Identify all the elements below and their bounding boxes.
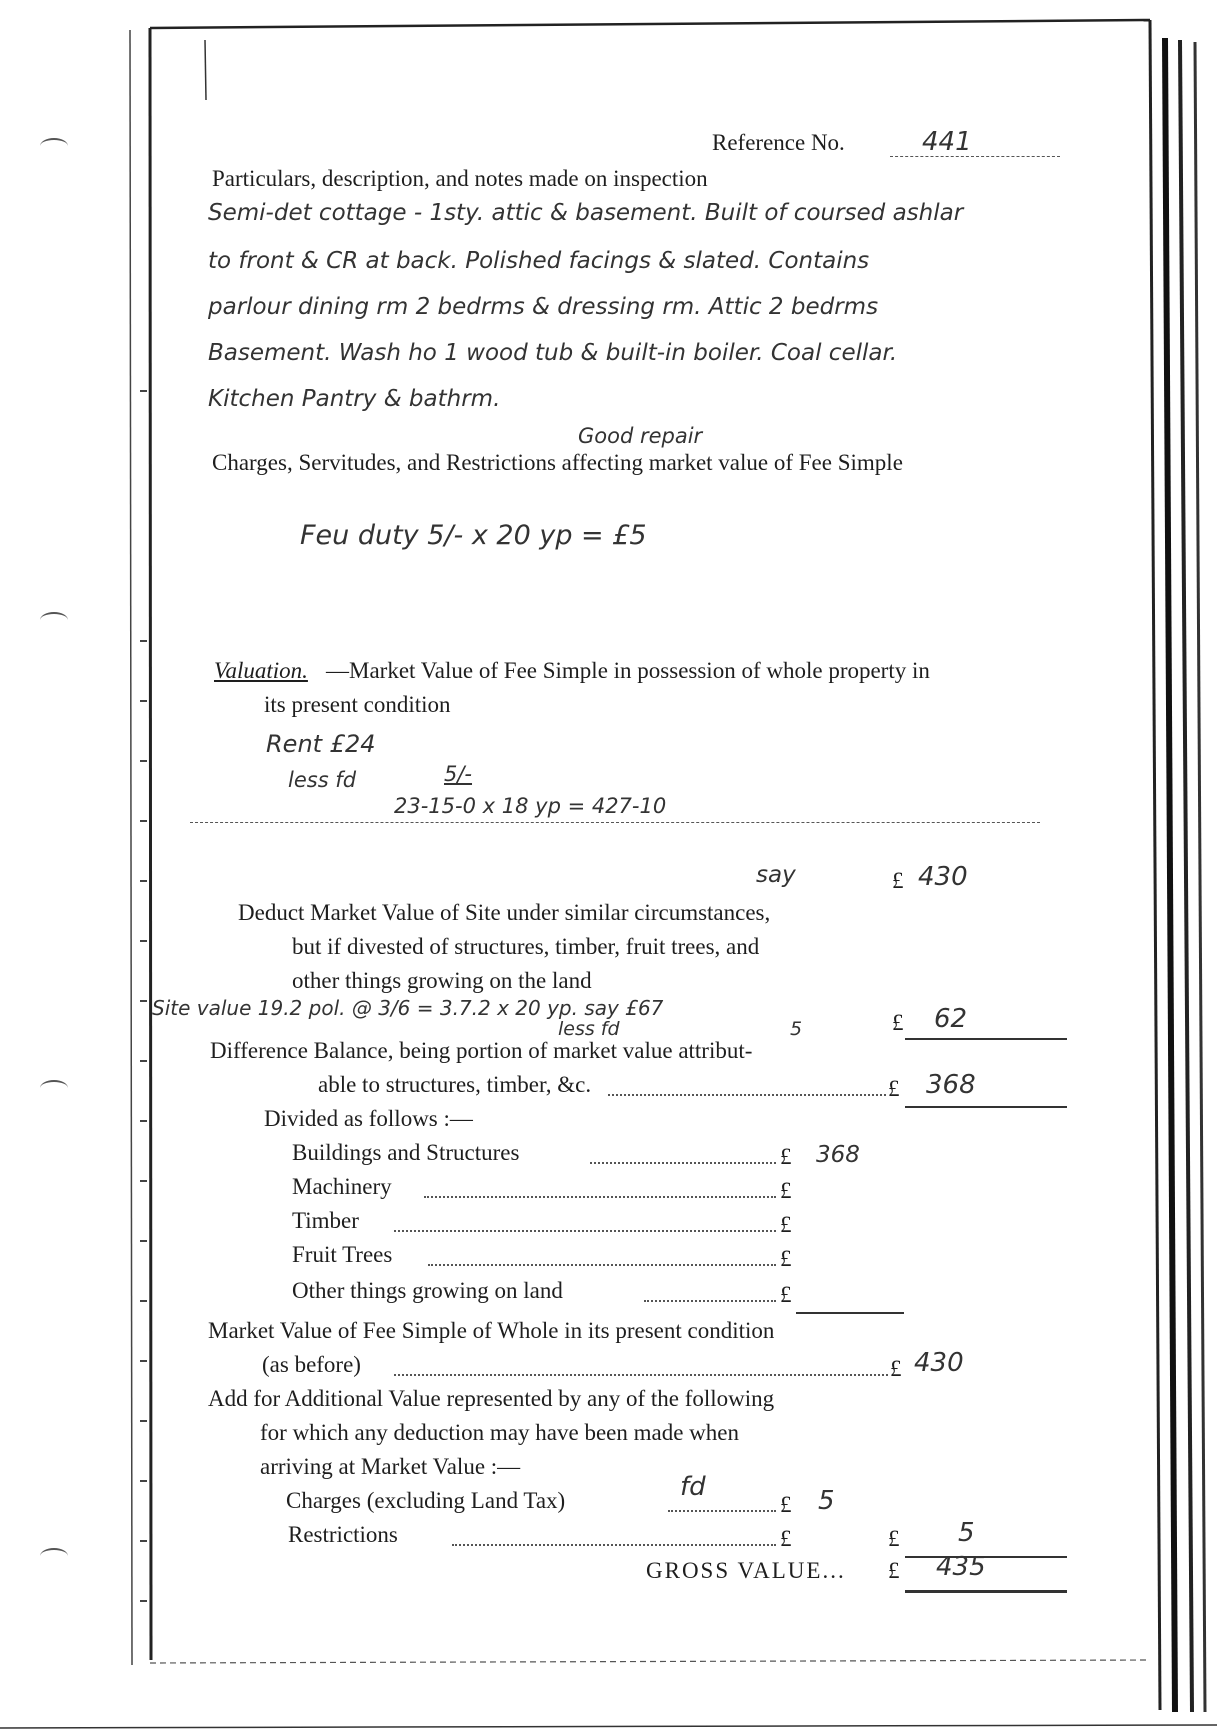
- punch-hole-mark: [40, 138, 68, 154]
- margin-tick: [140, 1540, 147, 1542]
- margin-tick: [140, 1420, 147, 1422]
- divided-item-currency: £: [780, 1246, 792, 1271]
- difference-value-underline: [905, 1106, 1067, 1108]
- margin-tick: [140, 820, 147, 822]
- divided-item-label: Fruit Trees: [292, 1242, 393, 1267]
- gross-value: 435: [936, 1552, 986, 1582]
- additional-charges-label: Charges (excluding Land Tax): [286, 1488, 566, 1513]
- deduct-value-underline: [905, 1038, 1067, 1040]
- divided-item-currency: £: [780, 1282, 792, 1307]
- gross-value-underline: [905, 1590, 1067, 1593]
- margin-tick: [140, 700, 147, 702]
- margin-tick: [140, 1120, 147, 1122]
- feu-duty-note: Feu duty 5/- x 20 yp = £5: [300, 520, 647, 551]
- margin-tick: [140, 760, 147, 762]
- difference-line: Difference Balance, being portion of market value attribut-: [210, 1038, 753, 1063]
- divided-item-currency: £: [780, 1144, 792, 1169]
- market-whole-line: Market Value of Fee Simple of Whole in its present condition: [208, 1318, 775, 1343]
- margin-tick: [140, 640, 147, 642]
- margin-tick: [140, 1480, 147, 1482]
- divided-leader-dots: [644, 1300, 776, 1302]
- additional-total-underline: [905, 1556, 1067, 1558]
- particulars-note-line: parlour dining rm 2 bedrms & dressing rm. Attic 2 bedrms: [208, 294, 879, 320]
- deduct-site-line: other things growing on the land: [292, 968, 592, 993]
- divided-item-label: Buildings and Structures: [292, 1140, 520, 1165]
- valuation-value: 430: [918, 862, 968, 892]
- divided-item-value: 368: [816, 1142, 860, 1168]
- site-less-feu-duty-amount: 5: [790, 1018, 803, 1040]
- margin-tick: [140, 1060, 147, 1062]
- reference-underline: [890, 156, 1060, 157]
- divided-item-label: Timber: [292, 1208, 359, 1233]
- particulars-note-line: Kitchen Pantry & bathrm.: [208, 386, 501, 412]
- gross-value-currency: £: [888, 1558, 900, 1583]
- deduct-site-line: Deduct Market Value of Site under similar circumstances,: [238, 900, 771, 925]
- rent-note: Rent £24: [266, 730, 376, 758]
- additional-line: Add for Additional Value represented by any of the following: [208, 1386, 775, 1411]
- valuation-separator: [190, 822, 1040, 823]
- divided-item-currency: £: [780, 1178, 792, 1203]
- margin-tick: [140, 880, 147, 882]
- divided-heading: Divided as follows :—: [264, 1106, 473, 1131]
- margin-tick: [140, 1300, 147, 1302]
- divided-leader-dots: [394, 1230, 776, 1232]
- difference-line: able to structures, timber, &c.: [318, 1072, 592, 1097]
- less-feu-duty-amount: 5/-: [444, 762, 473, 786]
- reference-label: Reference No.: [712, 130, 845, 155]
- additional-charges-value: 5: [818, 1486, 835, 1516]
- site-less-feu-duty-note: less fd: [558, 1018, 620, 1040]
- divided-leader-dots: [590, 1162, 776, 1164]
- particulars-note-line: Semi-det cottage - 1sty. attic & basement. Built of coursed ashlar: [208, 200, 964, 226]
- charges-heading: Charges, Servitudes, and Restrictions affecting market value of Fee Simple: [212, 450, 903, 475]
- additional-total-currency: £: [888, 1526, 900, 1551]
- valuation-title: Valuation.: [214, 658, 308, 683]
- restrictions-leader-dots: [452, 1544, 776, 1546]
- particulars-note-line: Basement. Wash ho 1 wood tub & built-in boiler. Coal cellar.: [208, 340, 898, 366]
- restrictions-currency: £: [780, 1526, 792, 1551]
- additional-line: arriving at Market Value :—: [260, 1454, 521, 1479]
- additional-line: for which any deduction may have been made when: [260, 1420, 739, 1445]
- margin-tick: [140, 1600, 147, 1602]
- particulars-heading: Particulars, description, and notes made on inspection: [212, 166, 708, 191]
- difference-leader-dots: [608, 1094, 886, 1096]
- market-whole-currency: £: [890, 1356, 902, 1381]
- difference-value: 368: [926, 1070, 976, 1100]
- divided-leader-dots: [428, 1264, 776, 1266]
- divided-item-label: Other things growing on land: [292, 1278, 563, 1303]
- valuation-currency: £: [892, 868, 904, 893]
- punch-hole-mark: [40, 612, 68, 628]
- site-value-note: Site value 19.2 pol. @ 3/6 = 3.7.2 x 20 yp. say £67: [152, 996, 664, 1020]
- valuation-say-note: say: [756, 862, 796, 888]
- restrictions-label: Restrictions: [288, 1522, 398, 1547]
- divided-item-label: Machinery: [292, 1174, 392, 1199]
- additional-total-value: 5: [958, 1518, 975, 1548]
- punch-hole-mark: [40, 1080, 68, 1096]
- market-whole-line: (as before): [262, 1352, 361, 1377]
- margin-tick: [140, 1000, 147, 1002]
- particulars-note-line: to front & CR at back. Polished facings & slated. Contains: [208, 248, 870, 274]
- valuation-text-line: —Market Value of Fee Simple in possession of whole property in: [326, 658, 930, 683]
- margin-tick: [140, 1180, 147, 1182]
- reference-number: 441: [922, 127, 972, 157]
- gross-value-label: GROSS VALUE...: [646, 1558, 846, 1583]
- difference-currency: £: [888, 1076, 900, 1101]
- rent-calculation-note: 23-15-0 x 18 yp = 427-10: [394, 794, 667, 818]
- additional-charges-currency: £: [780, 1492, 792, 1517]
- additional-charges-leader-dots: [668, 1510, 776, 1512]
- margin-tick: [140, 940, 147, 942]
- margin-tick: [140, 1360, 147, 1362]
- divided-leader-dots: [424, 1196, 776, 1198]
- market-whole-leader-dots: [394, 1374, 888, 1376]
- margin-tick: [140, 390, 147, 392]
- margin-tick: [140, 1240, 147, 1242]
- punch-hole-mark: [40, 1548, 68, 1564]
- site-deduction-value: 62: [934, 1004, 968, 1034]
- market-whole-value: 430: [914, 1348, 964, 1378]
- deduct-site-line: but if divested of structures, timber, fruit trees, and: [292, 934, 760, 959]
- divided-item-currency: £: [780, 1212, 792, 1237]
- repair-note: Good repair: [578, 424, 703, 448]
- divided-total-rule: [796, 1312, 904, 1314]
- additional-charges-note: fd: [680, 1472, 706, 1502]
- deduct-currency: £: [892, 1010, 904, 1035]
- valuation-text-line: its present condition: [264, 692, 451, 717]
- less-feu-duty-note: less fd: [288, 768, 357, 792]
